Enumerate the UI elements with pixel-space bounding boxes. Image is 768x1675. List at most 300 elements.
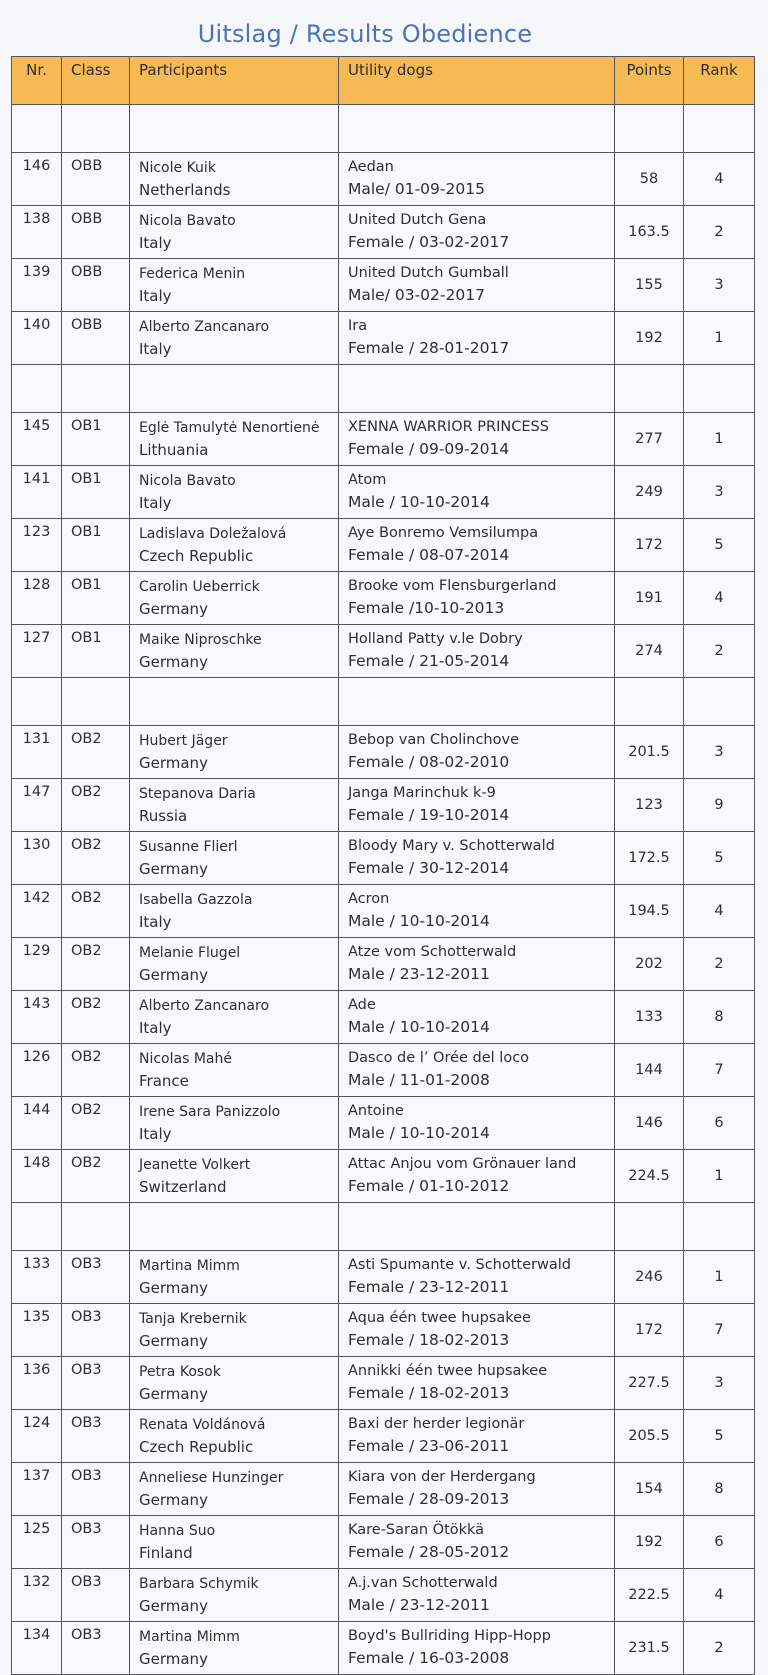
dog-sex-birthdate: Male / 23-12-2011 [348,1596,490,1614]
dog-cell [339,413,615,466]
rank-cell: 1 [684,1251,755,1304]
dog-sex-birthdate: Male / 10-10-2014 [348,1124,490,1142]
rank-cell: 4 [684,1569,755,1622]
table-row [12,1622,755,1675]
class-cell: OB2 [62,938,130,991]
empty-cell [62,1203,130,1251]
dog-cell [339,572,615,625]
participant-country: Germany [139,1597,208,1615]
dog-cell [339,1569,615,1622]
entry-number: 132 [12,1569,62,1622]
dog-cell [339,1463,615,1516]
class-cell: OB3 [62,1463,130,1516]
empty-cell [130,365,339,413]
dog-cell [339,885,615,938]
dog-sex-birthdate: Female / 30-12-2014 [348,859,510,877]
dog-sex-birthdate: Male / 10-10-2014 [348,912,490,930]
dog-cell [339,1304,615,1357]
entry-number: 130 [12,832,62,885]
rank-cell: 2 [684,1622,755,1675]
points-cell: 224.5 [615,1150,684,1203]
participant-cell [130,1097,339,1150]
header-row [12,57,755,105]
class-cell: OB2 [62,726,130,779]
table-row [12,938,755,991]
participant-name: Nicola Bavato [139,213,236,229]
class-cell: OB3 [62,1569,130,1622]
table-row [12,519,755,572]
points-cell: 123 [615,779,684,832]
dog-sex-birthdate: Female / 16-03-2008 [348,1649,510,1667]
table-row [12,779,755,832]
dog-name: Asti Spumante v. Schotterwald [348,1257,571,1273]
points-cell: 201.5 [615,726,684,779]
spacer-row [12,678,755,726]
dog-sex-birthdate: Female / 09-09-2014 [348,440,510,458]
participant-country: Germany [139,1650,208,1668]
dog-sex-birthdate: Female / 08-02-2010 [348,753,510,771]
rank-cell: 4 [684,885,755,938]
class-cell: OB2 [62,1097,130,1150]
table-row [12,1516,755,1569]
participant-name: Carolin Ueberrick [139,579,260,595]
participant-cell [130,1569,339,1622]
participant-name: Petra Kosok [139,1364,221,1380]
dog-cell [339,519,615,572]
participant-country: Germany [139,1385,208,1403]
participant-cell [130,1304,339,1357]
participant-name: Melanie Flugel [139,945,241,961]
entry-number: 145 [12,413,62,466]
entry-number: 142 [12,885,62,938]
participant-country: Germany [139,1279,208,1297]
points-cell: 192 [615,1516,684,1569]
points-cell: 231.5 [615,1622,684,1675]
table-row [12,312,755,365]
points-cell: 194.5 [615,885,684,938]
dog-name: A.j.van Schotterwald [348,1575,498,1591]
spacer-row [12,1203,755,1251]
entry-number: 135 [12,1304,62,1357]
points-cell: 172 [615,1304,684,1357]
header-rank: Rank [684,57,755,105]
dog-cell [339,779,615,832]
points-cell: 172.5 [615,832,684,885]
dog-cell [339,1150,615,1203]
class-cell: OB3 [62,1410,130,1463]
empty-cell [339,678,615,726]
dog-name: Boyd's Bullriding Hipp-Hopp [348,1628,551,1644]
participant-name: Irene Sara Panizzolo [139,1104,281,1120]
dog-sex-birthdate: Female / 28-01-2017 [348,339,510,357]
rank-cell: 3 [684,726,755,779]
spacer-row [12,105,755,153]
points-cell: 133 [615,991,684,1044]
participant-name: Isabella Gazzola [139,892,253,908]
table-row [12,1097,755,1150]
dog-name: Brooke vom Flensburgerland [348,578,557,594]
class-cell: OB2 [62,1044,130,1097]
participant-country: Czech Republic [139,547,254,565]
page-title: Uitslag / Results Obedience [197,20,533,48]
dog-name: Aqua één twee hupsakee [348,1310,531,1326]
entry-number: 140 [12,312,62,365]
table-row [12,885,755,938]
header-class: Class [62,57,130,105]
empty-cell [339,105,615,153]
participant-name: Federica Menin [139,266,246,282]
dog-name: United Dutch Gumball [348,265,509,281]
dog-sex-birthdate: Female / 19-10-2014 [348,806,510,824]
participant-name: Stepanova Daria [139,786,256,802]
dog-name: Bloody Mary v. Schotterwald [348,838,555,854]
dog-cell [339,1251,615,1304]
dog-cell [339,991,615,1044]
dog-name: Kare-Saran Ötökkä [348,1522,485,1538]
participant-name: Alberto Zancanaro [139,319,270,335]
points-cell: 155 [615,259,684,312]
dog-name: Annikki één twee hupsakee [348,1363,548,1379]
class-cell: OBB [62,206,130,259]
dog-cell [339,832,615,885]
participant-name: Hanna Suo [139,1523,216,1539]
table-row [12,1410,755,1463]
participant-cell [130,726,339,779]
participant-country: Italy [139,494,172,512]
dog-name: Acron [348,891,390,907]
entry-number: 136 [12,1357,62,1410]
dog-sex-birthdate: Female / 01-10-2012 [348,1177,510,1195]
participant-country: Italy [139,234,172,252]
points-cell: 274 [615,625,684,678]
points-cell: 205.5 [615,1410,684,1463]
dog-cell [339,1622,615,1675]
points-cell: 222.5 [615,1569,684,1622]
participant-name: Susanne Flierl [139,839,238,855]
participant-name: Maike Niproschke [139,632,262,648]
participant-cell [130,572,339,625]
participant-country: Lithuania [139,441,209,459]
table-row [12,991,755,1044]
participant-name: Eglė Tamulytė Nenortienė [139,420,320,436]
dog-cell [339,259,615,312]
participant-name: Anneliese Hunzinger [139,1470,284,1486]
participant-cell [130,1463,339,1516]
class-cell: OB3 [62,1251,130,1304]
dog-sex-birthdate: Female / 23-12-2011 [348,1278,510,1296]
entry-number: 125 [12,1516,62,1569]
rank-cell: 6 [684,1516,755,1569]
table-row [12,625,755,678]
rank-cell: 5 [684,519,755,572]
results-body [12,105,755,1675]
class-cell: OB1 [62,466,130,519]
dog-name: Attac Anjou vom Grönauer land [348,1156,577,1172]
entry-number: 123 [12,519,62,572]
rank-cell: 3 [684,259,755,312]
rank-cell: 4 [684,572,755,625]
rank-cell: 1 [684,312,755,365]
spacer-row [12,365,755,413]
dog-sex-birthdate: Female / 18-02-2013 [348,1384,510,1402]
participant-country: Italy [139,287,172,305]
dog-sex-birthdate: Female / 28-09-2013 [348,1490,510,1508]
participant-cell [130,885,339,938]
rank-cell: 2 [684,938,755,991]
participant-country: Germany [139,653,208,671]
empty-cell [339,365,615,413]
table-row [12,726,755,779]
participant-country: Germany [139,966,208,984]
dog-name: Ade [348,997,376,1013]
entry-number: 138 [12,206,62,259]
participant-country: Czech Republic [139,1438,254,1456]
participant-cell [130,206,339,259]
participant-country: Italy [139,1125,172,1143]
empty-cell [615,365,684,413]
dog-sex-birthdate: Male / 11-01-2008 [348,1071,490,1089]
class-cell: OB1 [62,625,130,678]
class-cell: OB2 [62,832,130,885]
participant-cell [130,938,339,991]
participant-cell [130,259,339,312]
empty-cell [684,678,755,726]
rank-cell: 7 [684,1304,755,1357]
participant-cell [130,1251,339,1304]
participant-cell [130,1622,339,1675]
participant-country: Finland [139,1544,193,1562]
entry-number: 146 [12,153,62,206]
entry-number: 144 [12,1097,62,1150]
class-cell: OB2 [62,779,130,832]
empty-cell [339,1203,615,1251]
participant-cell [130,153,339,206]
dog-cell [339,1516,615,1569]
points-cell: 249 [615,466,684,519]
empty-cell [62,365,130,413]
table-row [12,1463,755,1516]
entry-number: 141 [12,466,62,519]
dog-cell [339,726,615,779]
table-row [12,466,755,519]
table-row [12,572,755,625]
class-cell: OBB [62,312,130,365]
rank-cell: 8 [684,991,755,1044]
entry-number: 127 [12,625,62,678]
participant-country: Netherlands [139,181,231,199]
table-row [12,413,755,466]
rank-cell: 2 [684,625,755,678]
participant-country: Germany [139,754,208,772]
dog-name: United Dutch Gena [348,212,487,228]
dog-sex-birthdate: Male/ 03-02-2017 [348,286,485,304]
class-cell: OB2 [62,1150,130,1203]
empty-cell [684,105,755,153]
rank-cell: 3 [684,466,755,519]
empty-cell [12,1203,62,1251]
table-row [12,206,755,259]
empty-cell [62,678,130,726]
empty-cell [130,1203,339,1251]
rank-cell: 5 [684,1410,755,1463]
participant-name: Nicolas Mahé [139,1051,232,1067]
participant-name: Renata Voldánová [139,1417,266,1433]
participant-cell [130,312,339,365]
dog-name: Dasco de l’ Orée del loco [348,1050,530,1066]
points-cell: 146 [615,1097,684,1150]
participant-country: Germany [139,1491,208,1509]
entry-number: 134 [12,1622,62,1675]
dog-name: Atze vom Schotterwald [348,944,517,960]
dog-sex-birthdate: Male / 10-10-2014 [348,493,490,511]
dog-name: Baxi der herder legionär [348,1416,525,1432]
dog-sex-birthdate: Female /10-10-2013 [348,599,505,617]
empty-cell [615,105,684,153]
dog-cell [339,206,615,259]
entry-number: 131 [12,726,62,779]
points-cell: 192 [615,312,684,365]
empty-cell [12,365,62,413]
points-cell: 191 [615,572,684,625]
participant-cell [130,779,339,832]
empty-cell [12,105,62,153]
rank-cell: 6 [684,1097,755,1150]
table-row [12,832,755,885]
dog-name: Bebop van Cholinchove [348,732,519,748]
participant-cell [130,991,339,1044]
table-row [12,1304,755,1357]
dog-sex-birthdate: Male / 10-10-2014 [348,1018,490,1036]
table-row [12,153,755,206]
header-nr: Nr. [12,57,62,105]
empty-cell [615,1203,684,1251]
table-row [12,259,755,312]
participant-country: Germany [139,860,208,878]
dog-cell [339,1357,615,1410]
points-cell: 163.5 [615,206,684,259]
participant-country: Italy [139,913,172,931]
points-cell: 58 [615,153,684,206]
class-cell: OBB [62,259,130,312]
points-cell: 154 [615,1463,684,1516]
participant-cell [130,625,339,678]
class-cell: OB1 [62,413,130,466]
rank-cell: 2 [684,206,755,259]
dog-cell [339,1044,615,1097]
participant-name: Ladislava Doležalová [139,526,287,542]
empty-cell [684,365,755,413]
participant-country: Italy [139,340,172,358]
participant-country: Italy [139,1019,172,1037]
class-cell: OB3 [62,1357,130,1410]
rank-cell: 3 [684,1357,755,1410]
participant-cell [130,1044,339,1097]
rank-cell: 7 [684,1044,755,1097]
participant-name: Barbara Schymik [139,1576,259,1592]
rank-cell: 5 [684,832,755,885]
rank-cell: 9 [684,779,755,832]
participant-cell [130,413,339,466]
participant-country: Russia [139,807,188,825]
dog-sex-birthdate: Female / 08-07-2014 [348,546,510,564]
entry-number: 137 [12,1463,62,1516]
dog-name: Aye Bonremo Vemsilumpa [348,525,539,541]
dog-sex-birthdate: Male / 23-12-2011 [348,965,490,983]
class-cell: OB2 [62,885,130,938]
dog-cell [339,312,615,365]
entry-number: 139 [12,259,62,312]
rank-cell: 4 [684,153,755,206]
table-row [12,1569,755,1622]
entry-number: 148 [12,1150,62,1203]
dog-cell [339,466,615,519]
dog-name: XENNA WARRIOR PRINCESS [348,419,549,435]
table-row [12,1357,755,1410]
participant-cell [130,1410,339,1463]
participant-country: France [139,1072,189,1090]
participant-name: Nicola Bavato [139,473,236,489]
participant-cell [130,1150,339,1203]
class-cell: OB1 [62,572,130,625]
participant-country: Germany [139,1332,208,1350]
class-cell: OB1 [62,519,130,572]
dog-name: Aedan [348,159,394,175]
dog-name: Kiara von der Herdergang [348,1469,536,1485]
empty-cell [62,105,130,153]
dog-sex-birthdate: Female / 03-02-2017 [348,233,510,251]
participant-country: Switzerland [139,1178,227,1196]
dog-cell [339,153,615,206]
points-cell: 246 [615,1251,684,1304]
dog-sex-birthdate: Female / 23-06-2011 [348,1437,510,1455]
participant-cell [130,832,339,885]
dog-cell [339,1410,615,1463]
dog-name: Antoine [348,1103,404,1119]
empty-cell [684,1203,755,1251]
points-cell: 172 [615,519,684,572]
entry-number: 147 [12,779,62,832]
points-cell: 144 [615,1044,684,1097]
dog-sex-birthdate: Male/ 01-09-2015 [348,180,485,198]
class-cell: OB3 [62,1304,130,1357]
entry-number: 124 [12,1410,62,1463]
entry-number: 133 [12,1251,62,1304]
participant-cell [130,1516,339,1569]
header-utility-dogs: Utility dogs [339,57,615,105]
points-cell: 277 [615,413,684,466]
entry-number: 128 [12,572,62,625]
participant-name: Martina Mimm [139,1258,240,1274]
class-cell: OB2 [62,991,130,1044]
dog-name: Ira [348,318,368,334]
class-cell: OB3 [62,1622,130,1675]
empty-cell [130,105,339,153]
dog-name: Atom [348,472,387,488]
participant-name: Martina Mimm [139,1629,240,1645]
dog-cell [339,625,615,678]
participant-name: Tanja Krebernik [139,1311,247,1327]
participant-cell [130,519,339,572]
table-row [12,1150,755,1203]
participant-country: Germany [139,600,208,618]
dog-sex-birthdate: Female / 21-05-2014 [348,652,510,670]
dog-name: Janga Marinchuk k-9 [348,785,496,801]
rank-cell: 1 [684,413,755,466]
participant-cell [130,466,339,519]
table-row [12,1044,755,1097]
entry-number: 129 [12,938,62,991]
table-row [12,1251,755,1304]
